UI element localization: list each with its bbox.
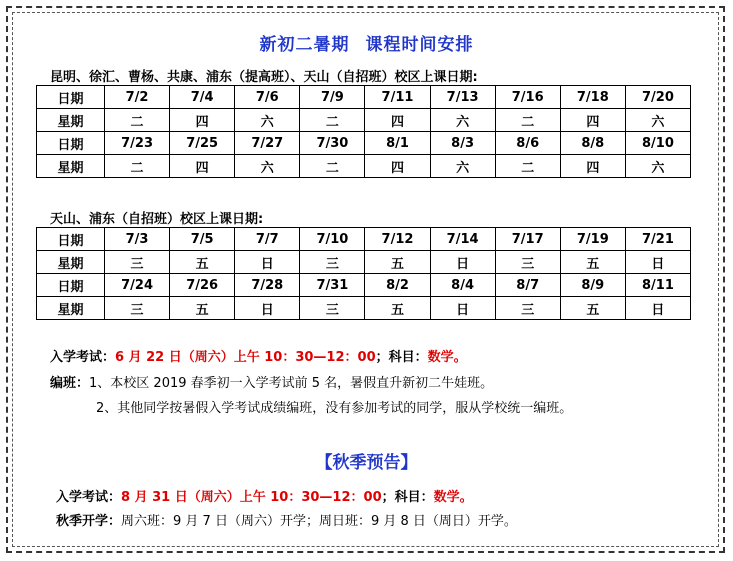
schedule1-cell: 7/13 xyxy=(430,86,495,109)
autumn-exam-sep: ；科目： xyxy=(381,490,434,505)
title-part1: 新初二暑期 xyxy=(259,35,350,55)
schedule1-cell: 二 xyxy=(300,109,365,132)
schedule1-row-label: 日期 xyxy=(37,86,105,109)
schedule1-cell: 四 xyxy=(560,109,625,132)
schedule2-row xyxy=(37,251,691,274)
summer-exam-label: 入学考试： xyxy=(50,350,116,365)
schedule1-cell: 8/8 xyxy=(560,132,625,155)
schedule1-cell: 7/9 xyxy=(300,86,365,109)
schedule1-cell: 8/3 xyxy=(430,132,495,155)
schedule1-row-label: 星期 xyxy=(37,155,105,178)
section2-heading: 天山、浦东（自招班）校区上课日期: xyxy=(50,212,264,227)
schedule2-cell: 三 xyxy=(300,251,365,274)
schedule1-cell: 7/20 xyxy=(625,86,690,109)
schedule1-cell: 六 xyxy=(430,109,495,132)
autumn-exam-subject: 数学。 xyxy=(433,490,473,505)
grouping-item-2: 2、其他同学按暑假入学考试成绩编班，没有参加考试的同学，服从学校统一编班。 xyxy=(96,401,573,416)
schedule1-cell: 二 xyxy=(300,155,365,178)
schedule2-cell: 8/4 xyxy=(430,274,495,297)
schedule2-cell: 8/2 xyxy=(365,274,430,297)
schedule1-cell: 8/10 xyxy=(625,132,690,155)
schedule2-cell: 日 xyxy=(235,297,300,320)
schedule2-cell: 7/12 xyxy=(365,228,430,251)
schedule1-row xyxy=(37,86,691,109)
schedule-table-2 xyxy=(36,227,691,320)
schedule2-cell: 五 xyxy=(170,297,235,320)
summer-exam-subject: 数学。 xyxy=(427,350,467,365)
schedule1-row-label: 日期 xyxy=(37,132,105,155)
schedule1-cell: 8/6 xyxy=(495,132,560,155)
schedule1-cell: 六 xyxy=(430,155,495,178)
autumn-start-text: 周六班：9 月 7 日（周六）开学；周日班：9 月 8 日（周日）开学。 xyxy=(121,514,517,529)
summer-exam-sep: ；科目： xyxy=(375,350,428,365)
schedule2-cell: 7/17 xyxy=(495,228,560,251)
summer-exam-line xyxy=(50,346,467,365)
schedule1-cell: 7/11 xyxy=(365,86,430,109)
schedule1-cell: 7/27 xyxy=(235,132,300,155)
autumn-start-label: 秋季开学： xyxy=(56,514,122,529)
schedule1-cell: 7/16 xyxy=(495,86,560,109)
schedule2-cell: 7/19 xyxy=(560,228,625,251)
schedule2-cell: 7/24 xyxy=(105,274,170,297)
schedule1-cell: 7/6 xyxy=(235,86,300,109)
schedule1-cell: 四 xyxy=(560,155,625,178)
section1-heading: 昆明、徐汇、曹杨、共康、浦东（提高班）、天山（自招班）校区上课日期: xyxy=(50,70,478,85)
schedule1-cell: 7/25 xyxy=(170,132,235,155)
schedule2-cell: 7/31 xyxy=(300,274,365,297)
schedule2-cell: 日 xyxy=(430,251,495,274)
schedule1-row xyxy=(37,109,691,132)
grouping-line-1 xyxy=(50,372,493,391)
title-part2: 课程时间安排 xyxy=(365,35,474,55)
schedule1-cell: 二 xyxy=(105,155,170,178)
schedule1-row xyxy=(37,155,691,178)
schedule2-cell: 日 xyxy=(235,251,300,274)
schedule2-cell: 五 xyxy=(560,297,625,320)
grouping-item-1: 1、本校区 2019 春季初一入学考试前 5 名，暑假直升新初二牛娃班。 xyxy=(89,376,494,391)
grouping-line-2 xyxy=(96,397,572,416)
schedule2-cell: 五 xyxy=(365,251,430,274)
schedule1-row-label: 星期 xyxy=(37,109,105,132)
schedule2-row xyxy=(37,297,691,320)
schedule1-cell: 六 xyxy=(235,109,300,132)
schedule2-cell: 7/3 xyxy=(105,228,170,251)
schedule2-cell: 8/7 xyxy=(495,274,560,297)
schedule1-cell: 二 xyxy=(495,155,560,178)
autumn-exam-line xyxy=(56,486,473,505)
schedule2-cell: 7/21 xyxy=(625,228,690,251)
schedule1-cell: 7/2 xyxy=(105,86,170,109)
schedule2-row-label: 日期 xyxy=(37,228,105,251)
schedule2-cell: 7/26 xyxy=(170,274,235,297)
schedule2-cell: 三 xyxy=(300,297,365,320)
schedule2-cell: 三 xyxy=(495,297,560,320)
schedule2-row-label: 日期 xyxy=(37,274,105,297)
schedule2-cell: 三 xyxy=(495,251,560,274)
autumn-heading: 【秋季预告】 xyxy=(315,453,418,473)
schedule1-cell: 二 xyxy=(105,109,170,132)
schedule1-cell: 7/23 xyxy=(105,132,170,155)
schedule2-cell: 日 xyxy=(625,297,690,320)
schedule2-cell: 五 xyxy=(365,297,430,320)
page-title xyxy=(0,30,733,55)
schedule1-cell: 7/30 xyxy=(300,132,365,155)
schedule2-cell: 五 xyxy=(170,251,235,274)
schedule2-cell: 五 xyxy=(560,251,625,274)
schedule-table-1 xyxy=(36,85,691,178)
schedule2-cell: 日 xyxy=(430,297,495,320)
schedule1-cell: 四 xyxy=(170,109,235,132)
schedule1-row xyxy=(37,132,691,155)
schedule1-cell: 四 xyxy=(170,155,235,178)
schedule1-cell: 四 xyxy=(365,155,430,178)
autumn-exam-label: 入学考试： xyxy=(56,490,122,505)
schedule2-cell: 7/14 xyxy=(430,228,495,251)
schedule2-cell: 日 xyxy=(625,251,690,274)
schedule1-cell: 六 xyxy=(625,109,690,132)
schedule2-cell: 8/11 xyxy=(625,274,690,297)
schedule2-cell: 7/10 xyxy=(300,228,365,251)
schedule1-cell: 二 xyxy=(495,109,560,132)
schedule2-row-label: 星期 xyxy=(37,297,105,320)
autumn-exam-time: 8 月 31 日（周六）上午 10：30—12：00 xyxy=(121,490,382,505)
schedule1-cell: 8/1 xyxy=(365,132,430,155)
schedule1-cell: 7/18 xyxy=(560,86,625,109)
schedule1-cell: 四 xyxy=(365,109,430,132)
schedule2-row-label: 星期 xyxy=(37,251,105,274)
summer-exam-time: 6 月 22 日（周六）上午 10：30—12：00 xyxy=(115,350,376,365)
schedule2-cell: 7/28 xyxy=(235,274,300,297)
schedule2-row xyxy=(37,228,691,251)
schedule2-row xyxy=(37,274,691,297)
schedule2-cell: 8/9 xyxy=(560,274,625,297)
grouping-label: 编班： xyxy=(50,376,90,391)
schedule1-cell: 六 xyxy=(625,155,690,178)
autumn-start-line xyxy=(56,510,517,529)
schedule2-cell: 7/5 xyxy=(170,228,235,251)
schedule1-cell: 六 xyxy=(235,155,300,178)
schedule1-cell: 7/4 xyxy=(170,86,235,109)
schedule2-cell: 7/7 xyxy=(235,228,300,251)
schedule2-cell: 三 xyxy=(105,251,170,274)
schedule2-cell: 三 xyxy=(105,297,170,320)
